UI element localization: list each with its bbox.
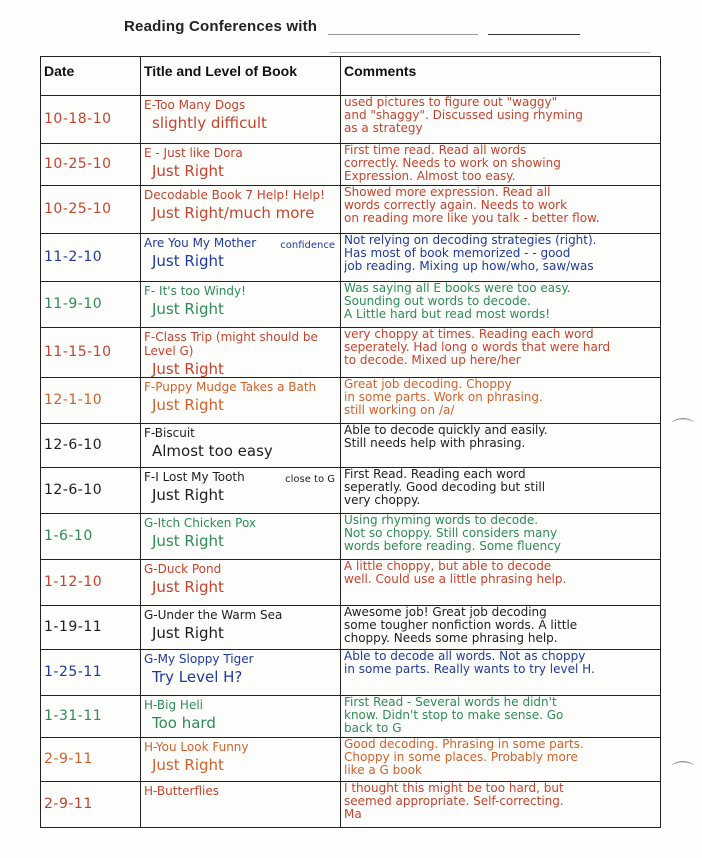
table-row xyxy=(41,378,661,424)
table-row xyxy=(41,514,661,560)
row-book xyxy=(141,234,341,282)
row-comment xyxy=(341,144,661,186)
row-comment xyxy=(341,650,661,696)
comment-line: and "shaggy". Discussed using rhyming xyxy=(344,108,583,122)
book-title: E - Just like Dora xyxy=(144,146,243,160)
comment-line: A Little hard but read most words! xyxy=(344,307,551,321)
row-comment xyxy=(341,606,661,650)
comment-line: well. Could use a little phrasing help. xyxy=(344,572,567,586)
book-title: G-Under the Warm Sea xyxy=(144,608,283,622)
comment-line: Not relying on decoding strategies (right). xyxy=(344,233,597,247)
page-header xyxy=(0,0,702,55)
comment-line: First Read. Reading each word xyxy=(344,467,526,481)
comment-line: some tougher nonfiction words. A little xyxy=(344,618,578,632)
comment-line: in some parts. Really wants to try level H. xyxy=(344,662,595,676)
comment-line: Expression. Almost too easy. xyxy=(344,169,516,183)
row-date: 10-18-10 xyxy=(41,96,141,144)
row-date: 1-12-10 xyxy=(41,560,141,606)
book-title: G-Itch Chicken Pox xyxy=(144,516,257,530)
table-row xyxy=(41,738,661,782)
comment-line: Awesome job! Great job decoding xyxy=(344,605,547,619)
table-row xyxy=(41,282,661,328)
book-level: Just Right xyxy=(152,252,224,270)
book-level: Just Right xyxy=(152,360,224,378)
row-comment xyxy=(341,782,661,828)
comment-line: First time read. Read all words xyxy=(344,143,527,157)
book-title: H-You Look Funny xyxy=(144,740,249,754)
row-book xyxy=(141,144,341,186)
book-title: H-Big Heli xyxy=(144,698,203,712)
header-rule xyxy=(330,52,650,53)
book-note: close to G xyxy=(285,474,335,485)
book-title: F-Class Trip (might should be Level G) xyxy=(144,330,318,358)
row-comment xyxy=(341,234,661,282)
comment-line: Great job decoding. Choppy xyxy=(344,377,512,391)
comment-line: Sounding out words to decode. xyxy=(344,294,531,308)
row-date: 11-9-10 xyxy=(41,282,141,328)
book-level: Almost too easy xyxy=(152,442,273,460)
row-comment xyxy=(341,424,661,468)
table-row xyxy=(41,468,661,514)
row-comment xyxy=(341,696,661,738)
comment-line: Choppy in some places. Probably more xyxy=(344,750,578,764)
row-date: 2-9-11 xyxy=(41,738,141,782)
book-title: Decodable Book 7 Help! Help! xyxy=(144,188,325,202)
table-row xyxy=(41,328,661,378)
book-level: slightly difficult xyxy=(152,114,267,132)
book-title: Are You My Mother xyxy=(144,236,257,250)
row-book xyxy=(141,328,341,378)
row-comment xyxy=(341,96,661,144)
row-comment xyxy=(341,468,661,514)
comment-line: Not so choppy. Still considers many xyxy=(344,526,558,540)
row-date: 12-6-10 xyxy=(41,468,141,514)
comment-line: job reading. Mixing up how/who, saw/was xyxy=(344,259,594,273)
book-level: Just Right xyxy=(152,624,224,642)
row-book xyxy=(141,560,341,606)
row-book xyxy=(141,606,341,650)
table-row xyxy=(41,234,661,282)
comment-line: back to G xyxy=(344,721,402,735)
table-row xyxy=(41,424,661,468)
comment-line: Has most of book memorized - - good xyxy=(344,246,571,260)
row-comment xyxy=(341,282,661,328)
row-book xyxy=(141,782,341,828)
book-title: F-Biscuit xyxy=(144,426,195,440)
comment-line: Still needs help with phrasing. xyxy=(344,436,526,450)
comment-line: Able to decode quickly and easily. xyxy=(344,423,548,437)
row-comment xyxy=(341,560,661,606)
row-date: 11-2-10 xyxy=(41,234,141,282)
book-title: F- It's too Windy! xyxy=(144,284,246,298)
comment-line: to decode. Mixed up here/her xyxy=(344,353,521,367)
book-level: Just Right xyxy=(152,396,224,414)
table-row xyxy=(41,96,661,144)
row-date: 10-25-10 xyxy=(41,186,141,234)
comment-line: I thought this might be too hard, but xyxy=(344,781,564,795)
book-level: Just Right xyxy=(152,532,224,550)
comment-line: words before reading. Some fluency xyxy=(344,539,561,553)
row-book xyxy=(141,650,341,696)
row-book xyxy=(141,738,341,782)
row-comment xyxy=(341,738,661,782)
book-level: Just Right xyxy=(152,756,224,774)
comment-line: very choppy. xyxy=(344,493,421,507)
row-book xyxy=(141,468,341,514)
page-curl-mark: ⌒ xyxy=(672,761,695,786)
row-date: 10-25-10 xyxy=(41,144,141,186)
book-title: G-Duck Pond xyxy=(144,562,222,576)
row-date: 2-9-11 xyxy=(41,782,141,828)
book-level: Just Right xyxy=(152,578,224,596)
comment-line: used pictures to figure out "waggy" xyxy=(344,95,558,109)
page-title: Reading Conferences with xyxy=(124,18,318,35)
book-title: F-Puppy Mudge Takes a Bath xyxy=(144,380,317,394)
row-date: 12-1-10 xyxy=(41,378,141,424)
row-comment xyxy=(341,514,661,560)
book-title: E-Too Many Dogs xyxy=(144,98,246,112)
conference-log-table xyxy=(40,56,661,828)
table-row xyxy=(41,650,661,696)
row-book xyxy=(141,96,341,144)
comment-line: First Read - Several words he didn't xyxy=(344,695,557,709)
row-book xyxy=(141,424,341,468)
comment-line: correctly. Needs to work on showing xyxy=(344,156,561,170)
row-book xyxy=(141,514,341,560)
comment-line: in some parts. Work on phrasing. xyxy=(344,390,543,404)
comment-line: words correctly again. Needs to work xyxy=(344,198,568,212)
comment-line: Able to decode all words. Not as choppy xyxy=(344,649,586,663)
table-body xyxy=(41,96,661,828)
book-level: Just Right xyxy=(152,300,224,318)
column-header-date: Date xyxy=(41,57,141,96)
book-title: F-I Lost My Tooth xyxy=(144,470,245,484)
table-row xyxy=(41,186,661,234)
table-row xyxy=(41,696,661,738)
table-row xyxy=(41,560,661,606)
comment-line: seperatly. Good decoding but still xyxy=(344,480,546,494)
book-level: Try Level H? xyxy=(152,668,243,686)
table-header-row xyxy=(41,57,661,96)
comment-line: on reading more like you talk - better flow. xyxy=(344,211,600,225)
book-level: Too hard xyxy=(152,714,216,732)
book-title: G-My Sloppy Tiger xyxy=(144,652,254,666)
row-date: 12-6-10 xyxy=(41,424,141,468)
comment-line: choppy. Needs some phrasing help. xyxy=(344,631,558,645)
comment-line: like a G book xyxy=(344,763,422,777)
student-blank-line xyxy=(488,34,580,35)
row-comment xyxy=(341,328,661,378)
comment-line: seperately. Had long o words that were hard xyxy=(344,340,611,354)
row-comment xyxy=(341,378,661,424)
row-date: 1-6-10 xyxy=(41,514,141,560)
comment-line: Good decoding. Phrasing in some parts. xyxy=(344,737,584,751)
row-date: 11-15-10 xyxy=(41,328,141,378)
book-level: Just Right xyxy=(152,486,224,504)
row-date: 1-19-11 xyxy=(41,606,141,650)
row-book xyxy=(141,186,341,234)
comment-line: still working on /a/ xyxy=(344,403,455,417)
row-book xyxy=(141,282,341,328)
comment-line: Showed more expression. Read all xyxy=(344,185,551,199)
page-curl-mark: ⌒ xyxy=(672,418,695,443)
column-header-title: Title and Level of Book xyxy=(141,57,341,96)
book-level: Just Right/much more xyxy=(152,204,315,222)
comment-line: seemed appropriate. Self-correcting. xyxy=(344,794,564,808)
comment-line: Using rhyming words to decode. xyxy=(344,513,539,527)
row-comment xyxy=(341,186,661,234)
name-blank-line xyxy=(328,34,478,35)
table-row xyxy=(41,782,661,828)
comment-line: Was saying all E books were too easy. xyxy=(344,281,571,295)
row-book xyxy=(141,378,341,424)
book-title: H-Butterflies xyxy=(144,784,220,798)
row-date: 1-31-11 xyxy=(41,696,141,738)
row-book xyxy=(141,696,341,738)
comment-line: Ma xyxy=(344,807,362,821)
book-note: confidence xyxy=(280,240,335,251)
table-row xyxy=(41,606,661,650)
comment-line: A little choppy, but able to decode xyxy=(344,559,552,573)
comment-line: know. Didn't stop to make sense. Go xyxy=(344,708,564,722)
comment-line: very choppy at times. Reading each word xyxy=(344,327,594,341)
book-level: Just Right xyxy=(152,162,224,180)
table-row xyxy=(41,144,661,186)
row-date: 1-25-11 xyxy=(41,650,141,696)
comment-line: as a strategy xyxy=(344,121,423,135)
column-header-comments: Comments xyxy=(341,57,661,96)
